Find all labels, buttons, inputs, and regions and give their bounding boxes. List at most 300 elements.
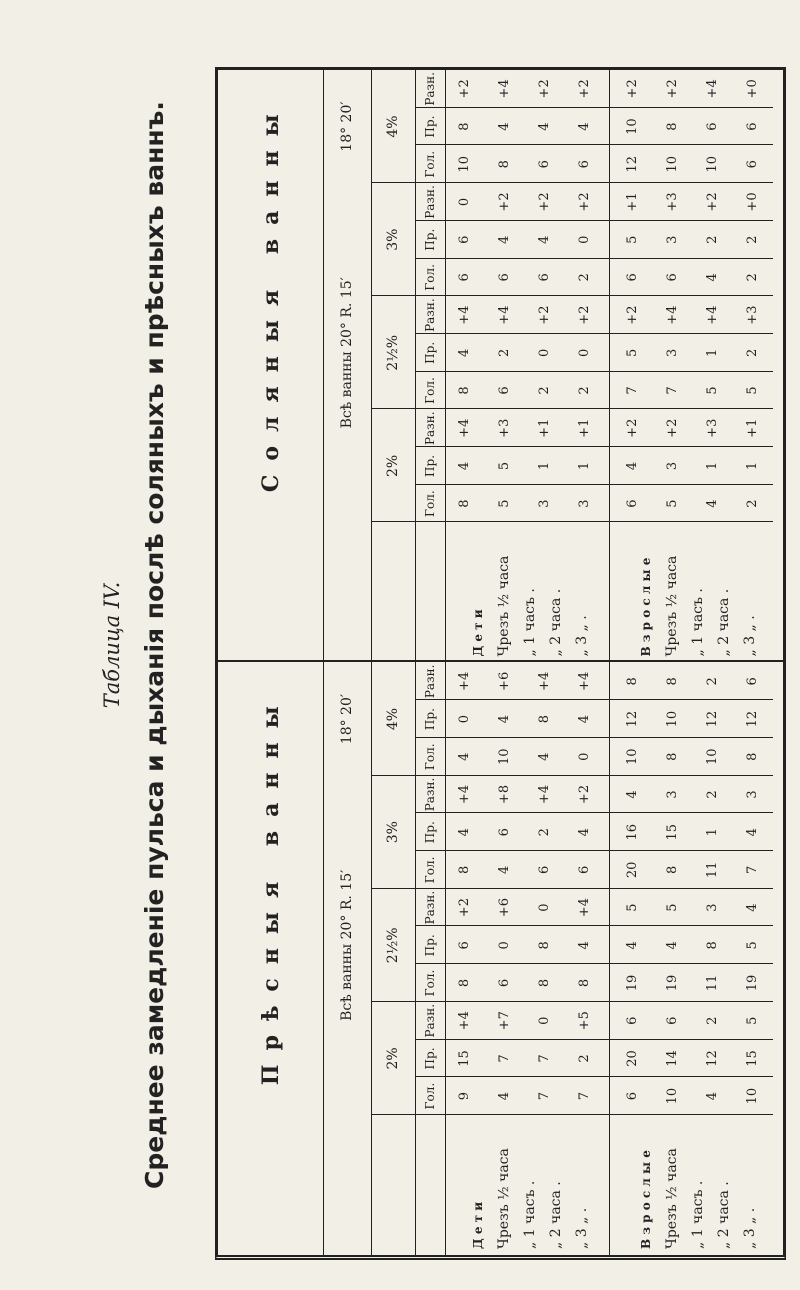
- cell-value: 5: [625, 903, 640, 912]
- cell-value: 3: [577, 499, 592, 508]
- table-cell: [613, 296, 773, 334]
- table-cell: [445, 334, 605, 372]
- cell-value: +4: [457, 784, 472, 805]
- row-label: Чрезъ ½ часа: [496, 555, 512, 657]
- cell-value: 4: [625, 461, 640, 471]
- cell-value: 2: [577, 273, 592, 282]
- table-cell: [445, 700, 605, 738]
- cell-value: 2: [745, 235, 760, 244]
- table-cell: [445, 447, 605, 485]
- cell-value: 2: [745, 273, 760, 282]
- cell-value: 10: [745, 1087, 760, 1105]
- table-cell: [445, 813, 605, 851]
- cell-value: 6: [745, 160, 760, 169]
- cell-value: 0: [577, 348, 592, 357]
- cell-value: 10: [705, 748, 720, 766]
- cell-value: 6: [625, 1016, 640, 1025]
- row-rule: [609, 70, 610, 1255]
- cell-value: 20: [625, 861, 640, 879]
- cell-value: 8: [457, 865, 472, 875]
- cell-value: 1: [705, 461, 720, 471]
- row-section-name: В з р о с л ы е: [639, 557, 653, 657]
- row-label: „ 3 „ .: [742, 1207, 758, 1249]
- table-cell: [445, 776, 605, 814]
- cell-value: 15: [457, 1050, 472, 1067]
- cell-value: 14: [665, 1050, 680, 1067]
- pct-header: 2½%: [385, 334, 401, 371]
- cell-value: 7: [537, 1092, 552, 1101]
- cell-value: 3: [537, 499, 552, 508]
- cell-value: +2: [577, 784, 592, 805]
- cell-value: +2: [625, 305, 640, 325]
- header-fresh-baths: Прѣсныя ванны: [257, 692, 284, 1086]
- row-label: Чрезъ ½ часа: [664, 1148, 680, 1249]
- table-cell: [445, 738, 605, 776]
- cell-value: 10: [497, 748, 512, 766]
- row-section-name: В з р о с л ы е: [639, 1150, 653, 1249]
- table-cell: [445, 485, 605, 523]
- measure-header: Разн.: [423, 777, 437, 812]
- table-cell: [445, 409, 605, 447]
- cell-value: +6: [497, 898, 512, 918]
- cell-value: 4: [705, 273, 720, 282]
- row-labels: [633, 1121, 773, 1249]
- cell-value: +2: [537, 79, 552, 99]
- cell-value: 8: [665, 865, 680, 875]
- cell-value: +4: [705, 305, 720, 325]
- measure-header: Пр.: [423, 821, 437, 844]
- cell-value: +2: [665, 418, 680, 438]
- row-rule: [323, 70, 324, 1255]
- cell-value: +6: [497, 671, 512, 691]
- cell-value: 2: [705, 1016, 720, 1025]
- cell-value: 4: [497, 714, 512, 724]
- pct-header: 2½%: [385, 927, 401, 964]
- table-cell: [445, 1040, 605, 1078]
- table-cell: [613, 183, 773, 221]
- header-salt-baths: Соляныя ванны: [257, 100, 284, 493]
- row-label: „ 2 часа .: [716, 1181, 732, 1249]
- table-cell: [613, 372, 773, 410]
- cell-value: 12: [625, 156, 640, 173]
- measure-header: Гол.: [423, 1082, 437, 1110]
- row-label: „ 1 часъ .: [690, 1180, 706, 1249]
- cell-value: +5: [577, 1011, 592, 1031]
- cell-value: +2: [537, 305, 552, 325]
- cell-value: 2: [537, 386, 552, 395]
- cell-value: 12: [625, 710, 640, 728]
- cell-value: 1: [577, 461, 592, 471]
- cell-value: +7: [497, 1011, 512, 1031]
- cell-value: 6: [497, 386, 512, 395]
- cell-value: 6: [497, 978, 512, 988]
- cell-value: 8: [745, 752, 760, 761]
- cell-value: 7: [537, 1054, 552, 1063]
- cell-value: +3: [745, 305, 760, 325]
- cell-value: +4: [577, 898, 592, 918]
- cell-value: 4: [457, 752, 472, 761]
- cell-value: 1: [537, 461, 552, 471]
- table-cell: [445, 108, 605, 146]
- cell-value: 2: [705, 790, 720, 799]
- cell-value: 2: [745, 348, 760, 357]
- cell-value: +1: [745, 418, 760, 438]
- measure-header: Разн.: [423, 1003, 437, 1038]
- cell-value: 9: [457, 1092, 472, 1101]
- cell-value: 3: [745, 790, 760, 799]
- cell-value: 5: [497, 499, 512, 508]
- cell-value: +3: [705, 418, 720, 438]
- cell-value: 4: [537, 122, 552, 131]
- table-cell: [445, 663, 605, 701]
- pct-header: 3%: [385, 228, 401, 251]
- cell-value: 4: [625, 790, 640, 799]
- cell-value: 5: [745, 941, 760, 950]
- table-cell: [613, 334, 773, 372]
- cell-value: 0: [457, 714, 472, 724]
- cell-value: 6: [625, 273, 640, 282]
- cell-value: 1: [705, 828, 720, 837]
- cell-value: 6: [577, 160, 592, 169]
- cell-value: 7: [497, 1054, 512, 1063]
- table-cell: [613, 108, 773, 146]
- cell-value: 8: [457, 499, 472, 508]
- cell-value: 6: [625, 499, 640, 508]
- cell-value: +4: [497, 305, 512, 325]
- cell-value: 5: [745, 386, 760, 395]
- cell-value: 6: [537, 160, 552, 169]
- cell-value: 2: [705, 235, 720, 244]
- measure-header: Разн.: [423, 664, 437, 699]
- cell-value: 2: [745, 499, 760, 508]
- cell-value: 6: [457, 941, 472, 950]
- cell-value: 4: [745, 828, 760, 837]
- cell-value: +2: [577, 79, 592, 99]
- pct-header: 2%: [385, 1047, 401, 1070]
- cell-value: 8: [537, 978, 552, 988]
- cell-value: +4: [497, 79, 512, 99]
- cell-value: 10: [665, 156, 680, 173]
- cell-value: 8: [457, 122, 472, 131]
- table-cell: [445, 372, 605, 410]
- cell-value: +4: [537, 784, 552, 805]
- cell-value: +4: [457, 671, 472, 691]
- table-cell: [613, 776, 773, 814]
- cell-value: +2: [457, 898, 472, 918]
- table-cell: [613, 1040, 773, 1078]
- cell-value: 4: [497, 235, 512, 244]
- row-section-name: Д е т и: [471, 1201, 485, 1249]
- table-cell: [445, 926, 605, 964]
- cell-value: 5: [625, 235, 640, 244]
- cell-value: 5: [665, 499, 680, 508]
- cell-value: +3: [665, 192, 680, 212]
- cell-value: 4: [537, 752, 552, 761]
- table-cell: [613, 964, 773, 1002]
- cell-value: 5: [705, 386, 720, 395]
- table-cell: [445, 889, 605, 927]
- cell-value: 12: [745, 710, 760, 728]
- cell-value: 7: [745, 865, 760, 875]
- table-cell: [613, 145, 773, 183]
- table-cell: [445, 1002, 605, 1040]
- cell-value: 15: [745, 1050, 760, 1067]
- row-label: „ 1 часъ .: [522, 588, 538, 657]
- table-cell: [613, 663, 773, 701]
- header-all-baths-fresh: Всѣ ванны 20° R. 15′: [339, 869, 355, 1021]
- cell-value: 4: [457, 348, 472, 357]
- cell-value: +4: [457, 1011, 472, 1031]
- cell-value: +2: [625, 418, 640, 438]
- cell-value: +4: [537, 671, 552, 691]
- measure-header: Разн.: [423, 185, 437, 219]
- cell-value: 0: [497, 941, 512, 950]
- cell-value: 4: [497, 122, 512, 131]
- table-cell: [613, 70, 773, 108]
- row-label: „ 2 часа .: [548, 1181, 564, 1249]
- table-cell: [613, 1077, 773, 1115]
- row-label: „ 1 часъ .: [522, 1180, 538, 1249]
- cell-value: 8: [457, 386, 472, 395]
- cell-value: 4: [457, 828, 472, 837]
- cell-value: 4: [577, 941, 592, 950]
- cell-value: 3: [705, 903, 720, 912]
- cell-value: 19: [625, 974, 640, 992]
- pct-header: 3%: [385, 821, 401, 844]
- header-18deg-fresh: 18° 20′: [339, 693, 355, 745]
- cell-value: +4: [457, 305, 472, 325]
- table-cell: [613, 221, 773, 259]
- cell-value: +3: [497, 418, 512, 438]
- table-cell: [613, 889, 773, 927]
- cell-value: 6: [577, 865, 592, 875]
- cell-value: 11: [705, 861, 720, 879]
- table-cell: [613, 259, 773, 297]
- pct-header: 4%: [385, 115, 401, 138]
- cell-value: 3: [665, 461, 680, 471]
- table-cell: [613, 851, 773, 889]
- row-rule: [371, 70, 372, 1255]
- cell-value: 6: [745, 122, 760, 131]
- measure-header: Пр.: [423, 115, 437, 138]
- cell-value: 4: [577, 122, 592, 131]
- cell-value: 8: [665, 122, 680, 131]
- cell-value: +4: [577, 671, 592, 691]
- cell-value: 8: [537, 714, 552, 724]
- cell-value: 19: [665, 974, 680, 992]
- cell-value: 8: [497, 160, 512, 169]
- cell-value: 6: [497, 273, 512, 282]
- table-cell: [445, 145, 605, 183]
- measure-header: Пр.: [423, 708, 437, 731]
- cell-value: 10: [625, 748, 640, 766]
- cell-value: 10: [665, 710, 680, 728]
- row-label: „ 3 „ .: [574, 615, 590, 657]
- pct-header: 4%: [385, 707, 401, 731]
- table-cell: [445, 851, 605, 889]
- cell-value: 5: [665, 903, 680, 912]
- cell-value: 11: [705, 974, 720, 992]
- cell-value: +0: [745, 79, 760, 99]
- cell-value: 8: [625, 677, 640, 686]
- cell-value: 4: [577, 828, 592, 837]
- measure-header: Разн.: [423, 411, 437, 446]
- cell-value: +1: [625, 192, 640, 212]
- measure-header: Пр.: [423, 934, 437, 957]
- table-title: Среднее замедленіе пульса и дыханія послѣ соляныхъ и прѣсныхъ ваннъ.: [140, 101, 169, 1189]
- cell-value: 8: [457, 978, 472, 988]
- measure-header: Разн.: [423, 298, 437, 332]
- row-label: Чрезъ ½ часа: [664, 555, 680, 657]
- measure-header: Пр.: [423, 341, 437, 364]
- cell-value: 3: [665, 790, 680, 799]
- header-18deg-salt: 18° 20′: [339, 101, 355, 152]
- cell-value: 6: [705, 122, 720, 131]
- cell-value: 15: [665, 823, 680, 841]
- cell-value: 8: [665, 752, 680, 761]
- row-labels: [633, 529, 773, 657]
- cell-value: 2: [577, 386, 592, 395]
- cell-value: 5: [625, 348, 640, 357]
- row-label: „ 3 „ .: [574, 1207, 590, 1249]
- table-cell: [445, 183, 605, 221]
- cell-value: 0: [537, 1016, 552, 1025]
- cell-value: 7: [625, 386, 640, 395]
- cell-value: 6: [665, 1016, 680, 1025]
- cell-value: 0: [537, 903, 552, 912]
- cell-value: 5: [745, 1016, 760, 1025]
- row-labels: [465, 1121, 605, 1249]
- table-cell: [613, 1002, 773, 1040]
- cell-value: 2: [705, 677, 720, 686]
- row-rule: [415, 70, 416, 1255]
- cell-value: +8: [497, 784, 512, 805]
- cell-value: 10: [625, 118, 640, 135]
- cell-value: 4: [577, 714, 592, 724]
- table-cell: [613, 926, 773, 964]
- cell-value: 2: [497, 348, 512, 357]
- cell-value: 7: [665, 386, 680, 395]
- row-section-name: Д е т и: [471, 609, 485, 657]
- cell-value: 4: [705, 1092, 720, 1101]
- cell-value: +4: [457, 418, 472, 438]
- cell-value: 0: [457, 197, 472, 207]
- measure-header: Разн.: [423, 72, 437, 106]
- cell-value: 6: [457, 273, 472, 282]
- cell-value: 6: [537, 273, 552, 282]
- cell-value: +1: [537, 418, 552, 438]
- cell-value: 4: [745, 903, 760, 912]
- data-table: [215, 67, 786, 1260]
- cell-value: 4: [497, 865, 512, 875]
- cell-value: 6: [537, 865, 552, 875]
- table-cell: [445, 259, 605, 297]
- cell-value: 19: [745, 974, 760, 992]
- cell-value: 8: [577, 978, 592, 988]
- table-cell: [613, 738, 773, 776]
- table-cell: [445, 964, 605, 1002]
- cell-value: +2: [665, 79, 680, 99]
- table-cell: [445, 70, 605, 108]
- cell-value: 8: [665, 677, 680, 686]
- table-cell: [613, 485, 773, 523]
- table-label: Таблица IV.: [100, 581, 124, 709]
- cell-value: 4: [665, 941, 680, 950]
- cell-value: 6: [625, 1092, 640, 1101]
- cell-value: 6: [457, 235, 472, 244]
- cell-value: 1: [705, 348, 720, 357]
- cell-value: 10: [665, 1087, 680, 1105]
- row-label: „ 2 часа .: [716, 588, 732, 657]
- measure-header: Гол.: [423, 743, 437, 771]
- row-label: „ 3 „ .: [742, 615, 758, 657]
- measure-header: Пр.: [423, 228, 437, 251]
- row-label: „ 1 часъ .: [690, 588, 706, 657]
- cell-value: +0: [745, 192, 760, 212]
- cell-value: 3: [665, 348, 680, 357]
- cell-value: 4: [625, 941, 640, 950]
- cell-value: +1: [577, 418, 592, 438]
- cell-value: 4: [497, 1092, 512, 1101]
- cell-value: 10: [705, 156, 720, 173]
- cell-value: 2: [577, 1054, 592, 1063]
- cell-value: +2: [497, 192, 512, 212]
- measure-header: Пр.: [423, 454, 437, 477]
- cell-value: +2: [457, 79, 472, 99]
- cell-value: 6: [665, 273, 680, 282]
- cell-value: 8: [537, 941, 552, 950]
- cell-value: 8: [705, 941, 720, 950]
- table-cell: [613, 813, 773, 851]
- measure-header: Гол.: [423, 856, 437, 884]
- row-label: Чрезъ ½ часа: [496, 1148, 512, 1249]
- table-cell: [613, 700, 773, 738]
- cell-value: +2: [577, 305, 592, 325]
- cell-value: 6: [745, 677, 760, 686]
- table-cell: [613, 409, 773, 447]
- row-labels: [465, 529, 605, 657]
- row-label: „ 2 часа .: [548, 588, 564, 657]
- cell-value: +2: [705, 192, 720, 212]
- measure-header: Гол.: [423, 264, 437, 291]
- cell-value: +2: [625, 79, 640, 99]
- cell-value: +4: [665, 305, 680, 325]
- cell-value: 12: [705, 710, 720, 728]
- measure-header: Гол.: [423, 490, 437, 517]
- table-cell: [445, 1077, 605, 1115]
- table-cell: [445, 296, 605, 334]
- cell-value: 0: [577, 235, 592, 244]
- cell-value: +2: [537, 192, 552, 212]
- measure-header: Пр.: [423, 1047, 437, 1070]
- cell-value: 4: [457, 461, 472, 471]
- header-all-baths-salt: Всѣ ванны 20° R. 15′: [339, 277, 355, 429]
- table-cell: [445, 221, 605, 259]
- cell-value: 12: [705, 1050, 720, 1067]
- cell-value: +4: [705, 79, 720, 99]
- cell-value: 16: [625, 823, 640, 841]
- cell-value: 3: [665, 235, 680, 244]
- cell-value: 7: [577, 1092, 592, 1101]
- measure-header: Гол.: [423, 150, 437, 178]
- cell-value: 2: [537, 828, 552, 837]
- measure-header: Разн.: [423, 890, 437, 925]
- cell-value: 4: [705, 499, 720, 508]
- cell-value: 20: [625, 1050, 640, 1067]
- cell-value: 10: [457, 156, 472, 173]
- cell-value: +2: [577, 192, 592, 212]
- table-cell: [613, 447, 773, 485]
